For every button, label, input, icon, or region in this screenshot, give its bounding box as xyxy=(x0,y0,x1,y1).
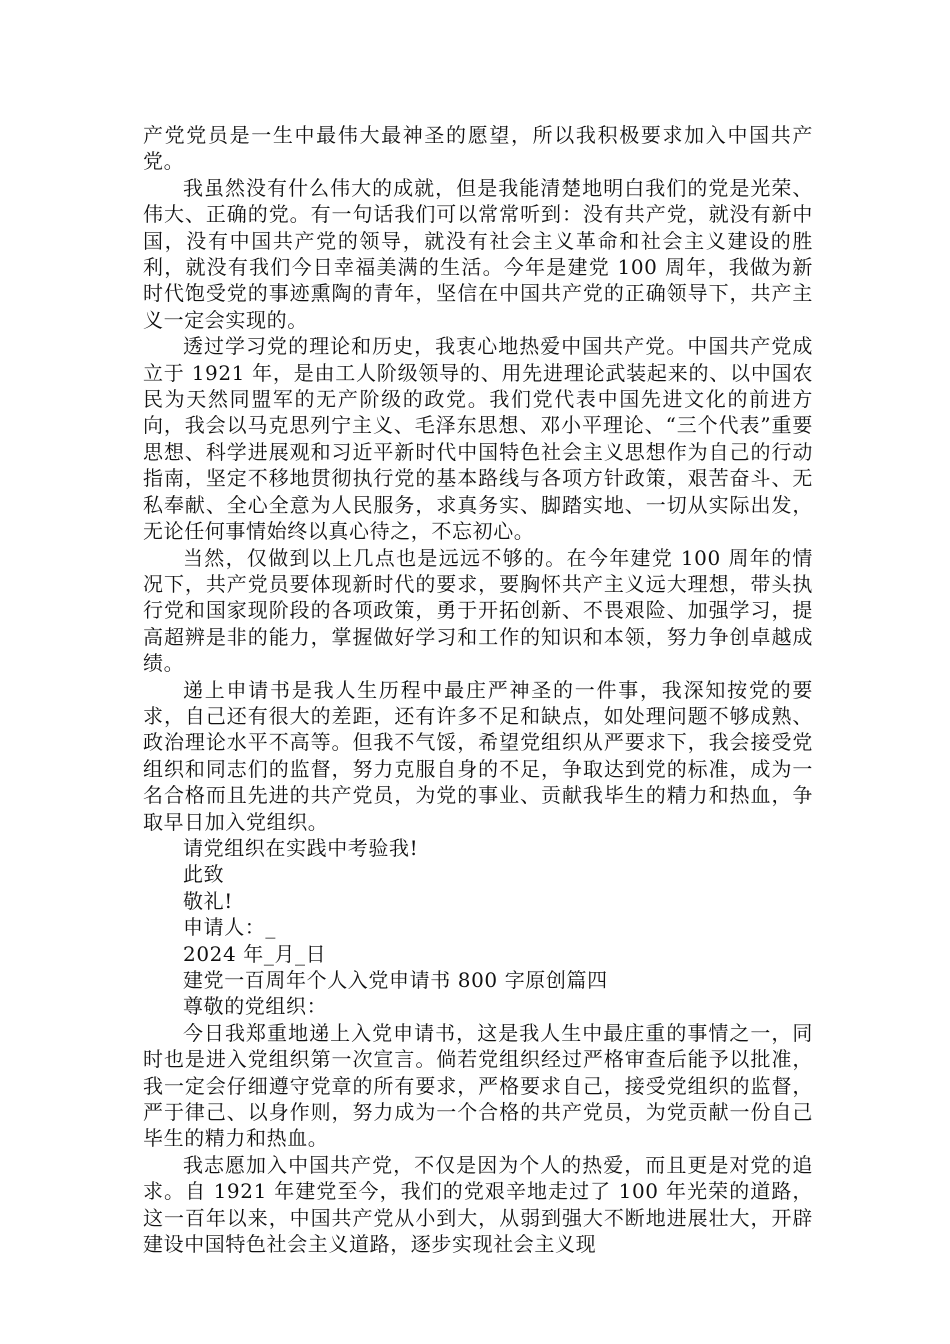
salutation-cizhi: 此致 xyxy=(183,862,225,887)
section-title: 建党一百周年个人入党申请书 800 字原创篇四 xyxy=(183,968,608,992)
date-line: 2024 年_月_日 xyxy=(183,941,327,966)
document-page xyxy=(143,122,813,1257)
paragraph-1: 产党党员是一生中最伟大最神圣的愿望，所以我积极要求加入中国共产党。 xyxy=(143,123,813,174)
paragraph-5: 递上申请书是我人生历程中最庄严神圣的一件事，我深知按党的要求，自己还有很大的差距，还有许多不足和缺点，如处理问题不够成熟、政治理论水平不高等。但我不气馁，希望党组织从严要求下，我会接受党组织和同志们的监督，努力克服自身的不足，争取达到党的标准，成为一名合格而且先进的共产党员，为党的事业、贡献我毕生的精力和热血，争取早日加入党组织。 xyxy=(143,677,813,834)
paragraph-4: 当然，仅做到以上几点也是远远不够的。在今年建党 100 周年的情况下，共产党员要体现新时代的要求，要胸怀共产主义远大理想，带头执行党和国家现阶段的各项政策，勇于开拓创新、不畏艰险、加强学习，提高超辨是非的能力，掌握做好学习和工作的知识和本领，努力争创卓越成绩。 xyxy=(143,545,813,676)
paragraph-7: 我志愿加入中国共产党，不仅是因为个人的热爱，而且更是对党的追求。自 1921 年建党至今，我们的党艰辛地走过了 100 年光荣的道路，这一百年以来，中国共产党从小到大，从弱到强大不断地进展壮大，开辟建设中国特色社会主义道路，逐步实现社会主义现 xyxy=(143,1152,813,1257)
paragraph-2: 我虽然没有什么伟大的成就，但是我能清楚地明白我们的党是光荣、伟大、正确的党。有一句话我们可以常常听到：没有共产党，就没有新中国，没有中国共产党的领导，就没有社会主义革命和社会主义建设的胜利，就没有我们今日幸福美满的生活。今年是建党 100 周年，我做为新时代饱受党的事迹熏陶的青年，坚信在中国共产党的正确领导下，共产主义一定会实现的。 xyxy=(143,175,813,332)
salutation-jingli: 敬礼! xyxy=(183,888,233,913)
paragraph-6: 今日我郑重地递上入党申请书，这是我人生中最庄重的事情之一，同时也是进入党组织第一次宣言。倘若党组织经过严格审查后能予以批准，我一定会仔细遵守党章的所有要求，严格要求自己，接受党组织的监督，严于律己、以身作则，努力成为一个合格的共产党员，为党贡献一份自己毕生的精力和热血。 xyxy=(143,1020,813,1151)
greeting-line: 尊敬的党组织： xyxy=(183,994,328,1019)
paragraph-3: 透过学习党的理论和历史，我衷心地热爱中国共产党。中国共产党成立于 1921 年，是由工人阶级领导的、用先进理论武装起来的、以中国农民为天然同盟军的无产阶级的政党。我们党代表中国先进文化的前进方向，我会以马克思列宁主义、毛泽东思想、邓小平理论、“三个代表”重要思想、科学进展观和习近平新时代中国特色社会主义思想作为自己的行动指南，坚定不移地贯彻执行党的基本路线与各项方针政策，艰苦奋斗、无私奉献、全心全意为人民服务，求真务实、脚踏实地、一切从实际出发，无论任何事情始终以真心待之，不忘初心。 xyxy=(143,334,813,544)
applicant-line: 申请人：_ xyxy=(183,915,276,940)
closing-request: 请党组织在实践中考验我! xyxy=(183,835,419,860)
